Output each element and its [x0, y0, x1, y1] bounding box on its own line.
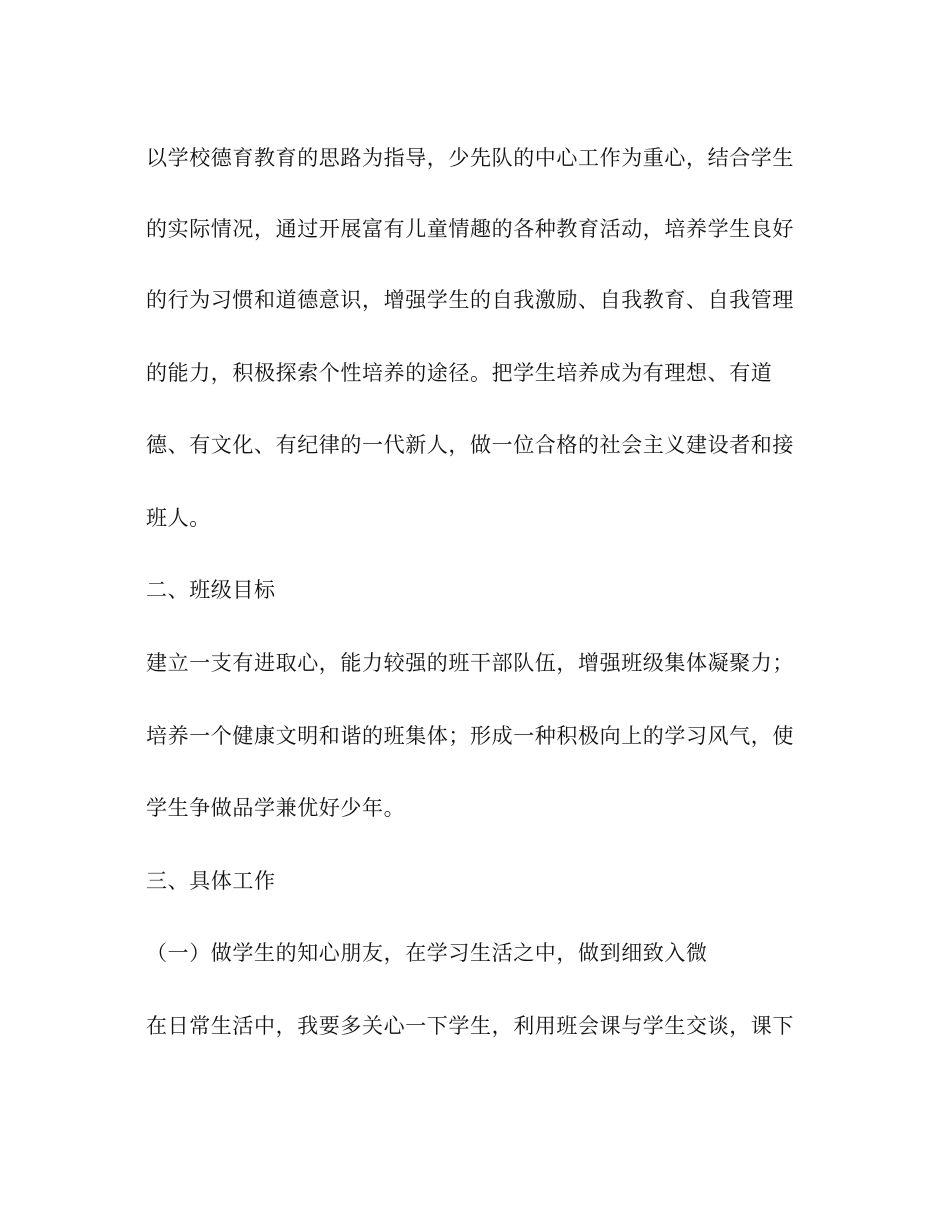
- section-heading: 二、班级目标: [146, 578, 276, 602]
- paragraph-line: 学生争做品学兼优好少年。: [146, 796, 406, 820]
- paragraph-line: 的能力，积极探索个性培养的途径。把学生培养成为有理想、有道: [146, 361, 773, 385]
- paragraph-line: 德、有文化、有纪律的一代新人，做一位合格的社会主义建设者和接: [146, 433, 794, 457]
- paragraph-line: 班人。: [146, 506, 211, 530]
- section-heading: 三、具体工作: [146, 869, 276, 893]
- subsection-heading: （一）做学生的知心朋友，在学习生活之中，做到细致入微: [146, 941, 708, 965]
- paragraph-line: 在日常生活中，我要多关心一下学生，利用班会课与学生交谈，课下: [146, 1014, 794, 1038]
- paragraph-line: 以学校德育教育的思路为指导，少先队的中心工作为重心，结合学生: [146, 146, 794, 170]
- paragraph-line: 培养一个健康文明和谐的班集体；形成一种积极向上的学习风气，使: [146, 724, 794, 748]
- paragraph-line: 的实际情况，通过开展富有儿童情趣的各种教育活动，培养学生良好: [146, 217, 794, 241]
- paragraph-line: 的行为习惯和道德意识，增强学生的自我激励、自我教育、自我管理: [146, 288, 794, 312]
- paragraph-line: 建立一支有进取心，能力较强的班干部队伍，增强班级集体凝聚力；: [146, 651, 794, 675]
